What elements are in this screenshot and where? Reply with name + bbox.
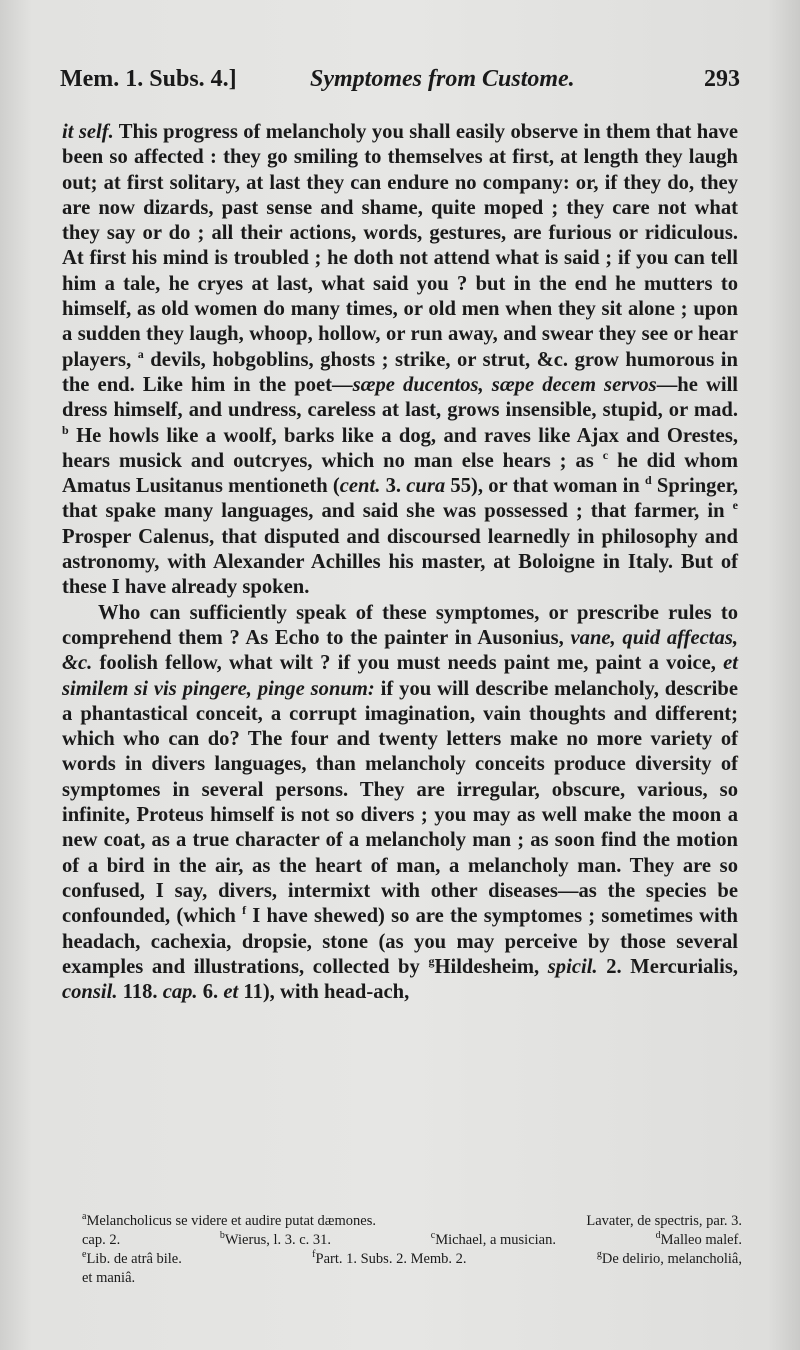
footnote-text: et maniâ. xyxy=(82,1270,136,1286)
footnote-row-3 xyxy=(82,1250,742,1269)
footnote-row-4 xyxy=(82,1269,742,1288)
text-run: he did whom Amatus Lusitanus mentioneth ( xyxy=(62,449,738,498)
text-run: Hildesheim, xyxy=(434,955,548,978)
footnote-text: Lavater, de spectris, par. 3. xyxy=(586,1213,742,1229)
footnote-e xyxy=(82,1250,182,1269)
footnote-text: Wierus, l. 3. c. 31. xyxy=(224,1232,332,1248)
italic-text: et similem si vis pingere, pinge sonum: xyxy=(62,652,738,700)
footnote-text: Lib. de atrâ bile. xyxy=(86,1251,182,1267)
paragraph-1 xyxy=(62,120,738,601)
italic-text: vane, quid affectas, &c. xyxy=(62,626,738,675)
header-title: Symptomes from Custome. xyxy=(310,66,575,92)
text-run: Prosper Calenus, that disputed and discoursed learnedly in philosophy and astronomy, with Alexander Achilles his master, at Boloigne in Italy. But of these I have already spoken. xyxy=(62,525,738,599)
italic-text: cent. xyxy=(339,475,381,498)
italic-text: it self. xyxy=(62,121,114,143)
footnote-reference: f xyxy=(242,903,247,918)
footnote-marker: e xyxy=(82,1249,87,1261)
text-run: Who can sufficiently speak of these symptomes, or prescribe rules to comprehend them ? As Echo to the painter in Ausonius, xyxy=(62,601,738,649)
footnote-g xyxy=(597,1250,742,1269)
footnote-marker: c xyxy=(430,1230,436,1242)
italic-text: sæpe ducentos, sæpe decem servos xyxy=(352,373,657,396)
text-run: if you will describe melancholy, describe a phantastical conceit, a corrupt imagination, vain thoughts and different; which who can do? The four and twenty letters make no more variety of words in divers languages, than melancholy conceits produce diversity of symptomes in several persons. They are irregular, obscure, various, so infinite, Proteus himself is not so divers ; you may as well make the moon a new coat, as a true character of a melancholy man ; as soon find the motion of a bird in the air, as the heart of man, a melancholy man. They are so confused, I say, divers, intermixt with other diseases—as the species be confounded, (which xyxy=(62,677,738,928)
footnote-marker: f xyxy=(312,1249,316,1261)
text-run: I have shewed) so are the symptomes ; sometimes with headach, cachexia, dropsie, stone (as you may perceive by those several examples and illustrations, collected by xyxy=(62,905,738,978)
footnote-text: De delirio, melancholiâ, xyxy=(601,1251,742,1267)
footnote-reference: d xyxy=(645,473,652,488)
footnotes xyxy=(82,1212,742,1288)
footnote-reference: e xyxy=(732,498,738,513)
text-run: Springer, that spake many languages, and said she was possessed ; that farmer, in xyxy=(62,475,738,523)
header-section-ref: Mem. 1. Subs. 4.] xyxy=(60,66,237,92)
footnote-text: Part. 1. Subs. 2. Memb. 2. xyxy=(315,1251,467,1267)
text-run: —he will dress himself, and undress, careless at last, grows insensible, stupid, or mad. xyxy=(62,373,739,422)
footnote-c xyxy=(431,1231,556,1250)
text-run: 3. xyxy=(380,475,407,498)
footnote-a xyxy=(82,1212,376,1231)
text-run: 11), with head-ach, xyxy=(238,981,410,1004)
text-run: 118. xyxy=(117,981,163,1004)
footnote-text: cap. 2. xyxy=(82,1232,121,1248)
text-run: 2. Mercurialis, xyxy=(597,955,739,978)
footnote-d xyxy=(656,1231,742,1250)
footnote-text: Malleo malef. xyxy=(660,1232,742,1248)
footnote-marker: g xyxy=(596,1249,602,1261)
text-run: This progress of melancholy you shall easily observe in them that have been so affected : they go smiling to themselves at first, at length they laugh out; at first solitary, at last they can endure no company: or, if they do, they are now dizards, past sense and shame, quite moped ; they care not what they say or do ; all their actions, words, gestures, are furious or ridiculous. At first his mind is troubled ; he doth not attend what is said ; if you can tell him a tale, he cryes at last, what said you ? but in the end he mutters to himself, as old women do many times, or old men when they sit alone ; upon a sudden they laugh, whoop, hollow, or run away, and swear they see or hear players, xyxy=(62,121,738,371)
italic-text: spicil. xyxy=(547,955,598,978)
footnote-b xyxy=(220,1231,331,1250)
text-run: devils, hobgoblins, ghosts ; strike, or strut, &c. grow humorous in the end. Like him in the poet— xyxy=(62,348,738,396)
footnote-reference: c xyxy=(602,448,609,462)
footnote-f xyxy=(312,1250,466,1269)
italic-text: consil. xyxy=(62,981,118,1004)
footnote-marker: a xyxy=(82,1211,87,1223)
text-run: 55), or that woman in xyxy=(445,475,645,498)
footnote-marker: d xyxy=(655,1230,661,1242)
italic-text: et xyxy=(223,981,239,1004)
footnote-row-2 xyxy=(82,1231,742,1250)
footnote-reference: a xyxy=(137,346,144,361)
footnote-marker: b xyxy=(219,1230,225,1242)
paragraph-2 xyxy=(62,601,738,1006)
footnote-row-1 xyxy=(82,1212,742,1231)
footnote-reference: b xyxy=(62,422,69,437)
footnote-reference: g xyxy=(428,953,435,968)
text-run: foolish fellow, what wilt ? if you must needs paint me, paint a voice, xyxy=(92,652,724,675)
text-run: He howls like a woolf, barks like a dog, and raves like Ajax and Orestes, hears musick and outcryes, which no man else hears ; as xyxy=(62,424,738,472)
italic-text: cap. xyxy=(162,981,198,1004)
italic-text: cura xyxy=(406,475,446,498)
text-run: 6. xyxy=(197,981,224,1004)
running-header xyxy=(60,66,740,102)
page-number: 293 xyxy=(704,66,740,92)
body-text xyxy=(62,120,738,1005)
footnote-text: Michael, a musician. xyxy=(435,1232,556,1248)
footnote-text: Melancholicus se videre et audire putat dæmones. xyxy=(86,1213,376,1229)
